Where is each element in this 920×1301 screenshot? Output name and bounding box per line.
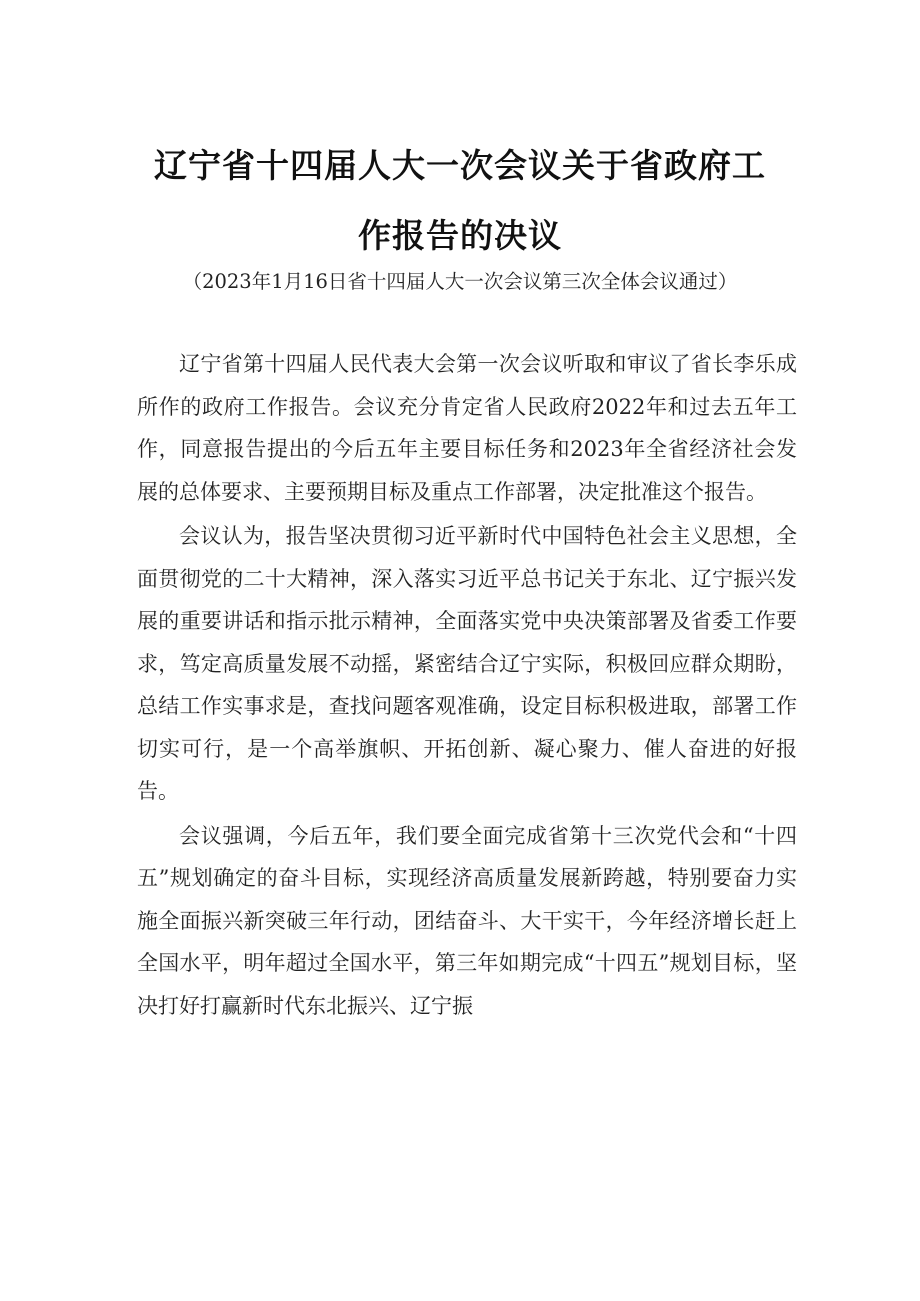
body-paragraph: 辽宁省第十四届人民代表大会第一次会议听取和审议了省长李乐成所作的政府工作报告。会议充分肯定省人民政府2022年和过去五年工作，同意报告提出的今后五年主要目标任务和2023年全省经济社会发展的总体要求、主要预期目标及重点工作部署，决定批准这个报告。 bbox=[137, 352, 797, 504]
body-paragraph: 会议认为，报告坚决贯彻习近平新时代中国特色社会主义思想，全面贯彻党的二十大精神，深入落实习近平总书记关于东北、辽宁振兴发展的重要讲话和指示批示精神，全面落实党中央决策部署及省委工作要求，笃定高质量发展不动摇，紧密结合辽宁实际，积极回应群众期盼，总结工作实事求是，查找问题客观准确，设定目标积极进取，部署工作切实可行，是一个高举旗帜、开拓创新、凝心聚力、催人奋进的好报告。 bbox=[137, 524, 797, 803]
document-body bbox=[137, 343, 797, 1029]
document-title-line-2: 作报告的决议 bbox=[358, 216, 562, 255]
document-title-line-1: 辽宁省十四届人大一次会议关于省政府工 bbox=[154, 146, 766, 185]
body-paragraph: 会议强调，今后五年，我们要全面完成省第十三次党代会和“十四五”规划确定的奋斗目标，实现经济高质量发展新跨越，特别要奋力实施全面振兴新突破三年行动，团结奋斗、大干实干，今年经济增长赶上全国水平，明年超过全国水平，第三年如期完成“十四五”规划目标，坚决打好打赢新时代东北振兴、辽宁振 bbox=[137, 823, 797, 1018]
document-subtitle: （2023年1月16日省十四届人大一次会议第三次全体会议通过） bbox=[182, 270, 738, 293]
